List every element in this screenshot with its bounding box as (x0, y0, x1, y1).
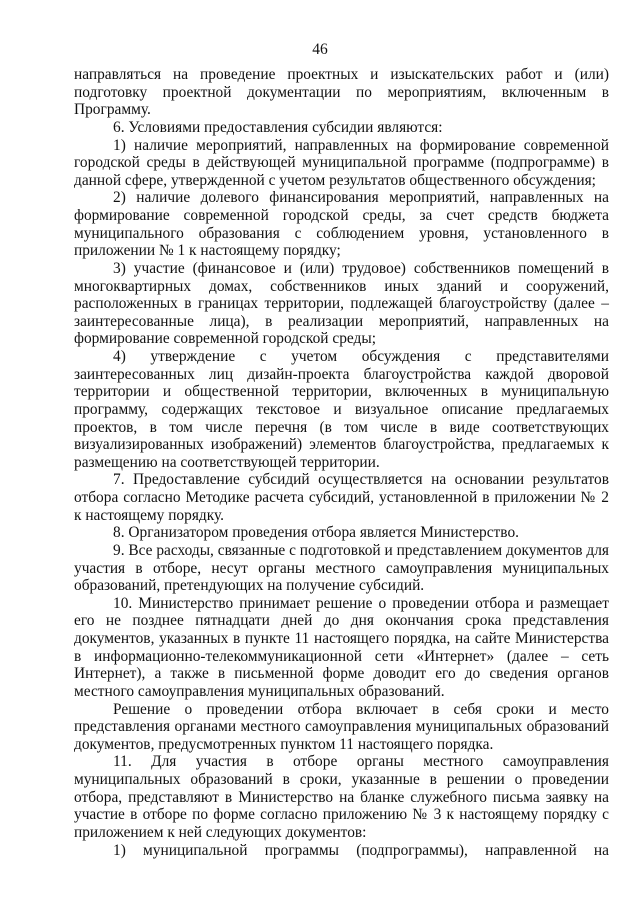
paragraph: 11. Для участия в отборе органы местного самоуправления муниципальных образований в сроки, указанные в решении о проведении отбора, представляют в Министерство на бланке служебного письма заявку на участие в отборе по форме согласно приложению № 3 к настоящему порядку с приложением к ней следующих документов: (74, 753, 609, 841)
paragraph: 10. Министерство принимает решение о проведении отбора и размещает его не позднее пятнадцати дней до дня окончания срока представления документов, указанных в пункте 11 настоящего порядка, на сайте Министерства в информационно-телекоммуникационной сети «Интернет» (далее – сеть Интернет), а также в письменной форме доводит его до сведения органов местного самоуправления муниципальных образований. (74, 594, 609, 700)
paragraph: Решение о проведении отбора включает в себя сроки и место представления органами местного самоуправления муниципальных образований документов, предусмотренных пунктом 11 настоящего порядка. (74, 700, 609, 753)
paragraph: 7. Предоставление субсидий осуществляется на основании результатов отбора согласно Методике расчета субсидий, установленной в приложении № 2 к настоящему порядку. (74, 471, 609, 524)
page-number: 46 (312, 41, 328, 58)
paragraph: 3) участие (финансовое и (или) трудовое) собственников помещений в многоквартирных домах, собственников иных зданий и сооружений, расположенных в границах территории, подлежащей благоустройству (далее – заинтересованные лица), в реализации мероприятий, направленных на формирование современной городской среды; (74, 259, 609, 348)
paragraph: направляться на проведение проектных и изыскательских работ и (или) подготовку проектной документации по мероприятиям, включенным в Программу. (74, 66, 609, 119)
paragraph: 4) утверждение с учетом обсуждения с представителями заинтересованных лиц дизайн-проекта благоустройства каждой дворовой территории и общественной территории, включенных в муниципальную программу, содержащих текстовое и визуальное описание предлагаемых проектов, в том числе перечня (в том числе в виде соответствующих визуализированных изображений) элементов благоустройства, предлагаемых к размещению на соответствующей территории. (74, 348, 609, 471)
paragraph: 9. Все расходы, связанные с подготовкой и представлением документов для участия в отборе, несут органы местного самоуправления муниципальных образований, претендующих на получение субсидий. (74, 541, 610, 595)
paragraph: 1) муниципальной программы (подпрограммы), направленной на (113, 841, 609, 859)
paragraph: 2) наличие долевого финансирования мероприятий, направленных на формирование современной городской среды, за счет средств бюджета муниципального образования с соблюдением уровня, установленного в приложении № 1 к настоящему порядку; (74, 189, 609, 260)
paragraph: 8. Организатором проведения отбора является Министерство. (113, 524, 519, 542)
paragraph: 1) наличие мероприятий, направленных на формирование современной городской среды в действующей муниципальной программе (подпрограмме) в данной сфере, утвержденной с учетом результатов общественного обсуждения; (74, 136, 609, 189)
paragraph: 6. Условиями предоставления субсидии являются: (113, 118, 443, 136)
document-body (74, 66, 609, 859)
